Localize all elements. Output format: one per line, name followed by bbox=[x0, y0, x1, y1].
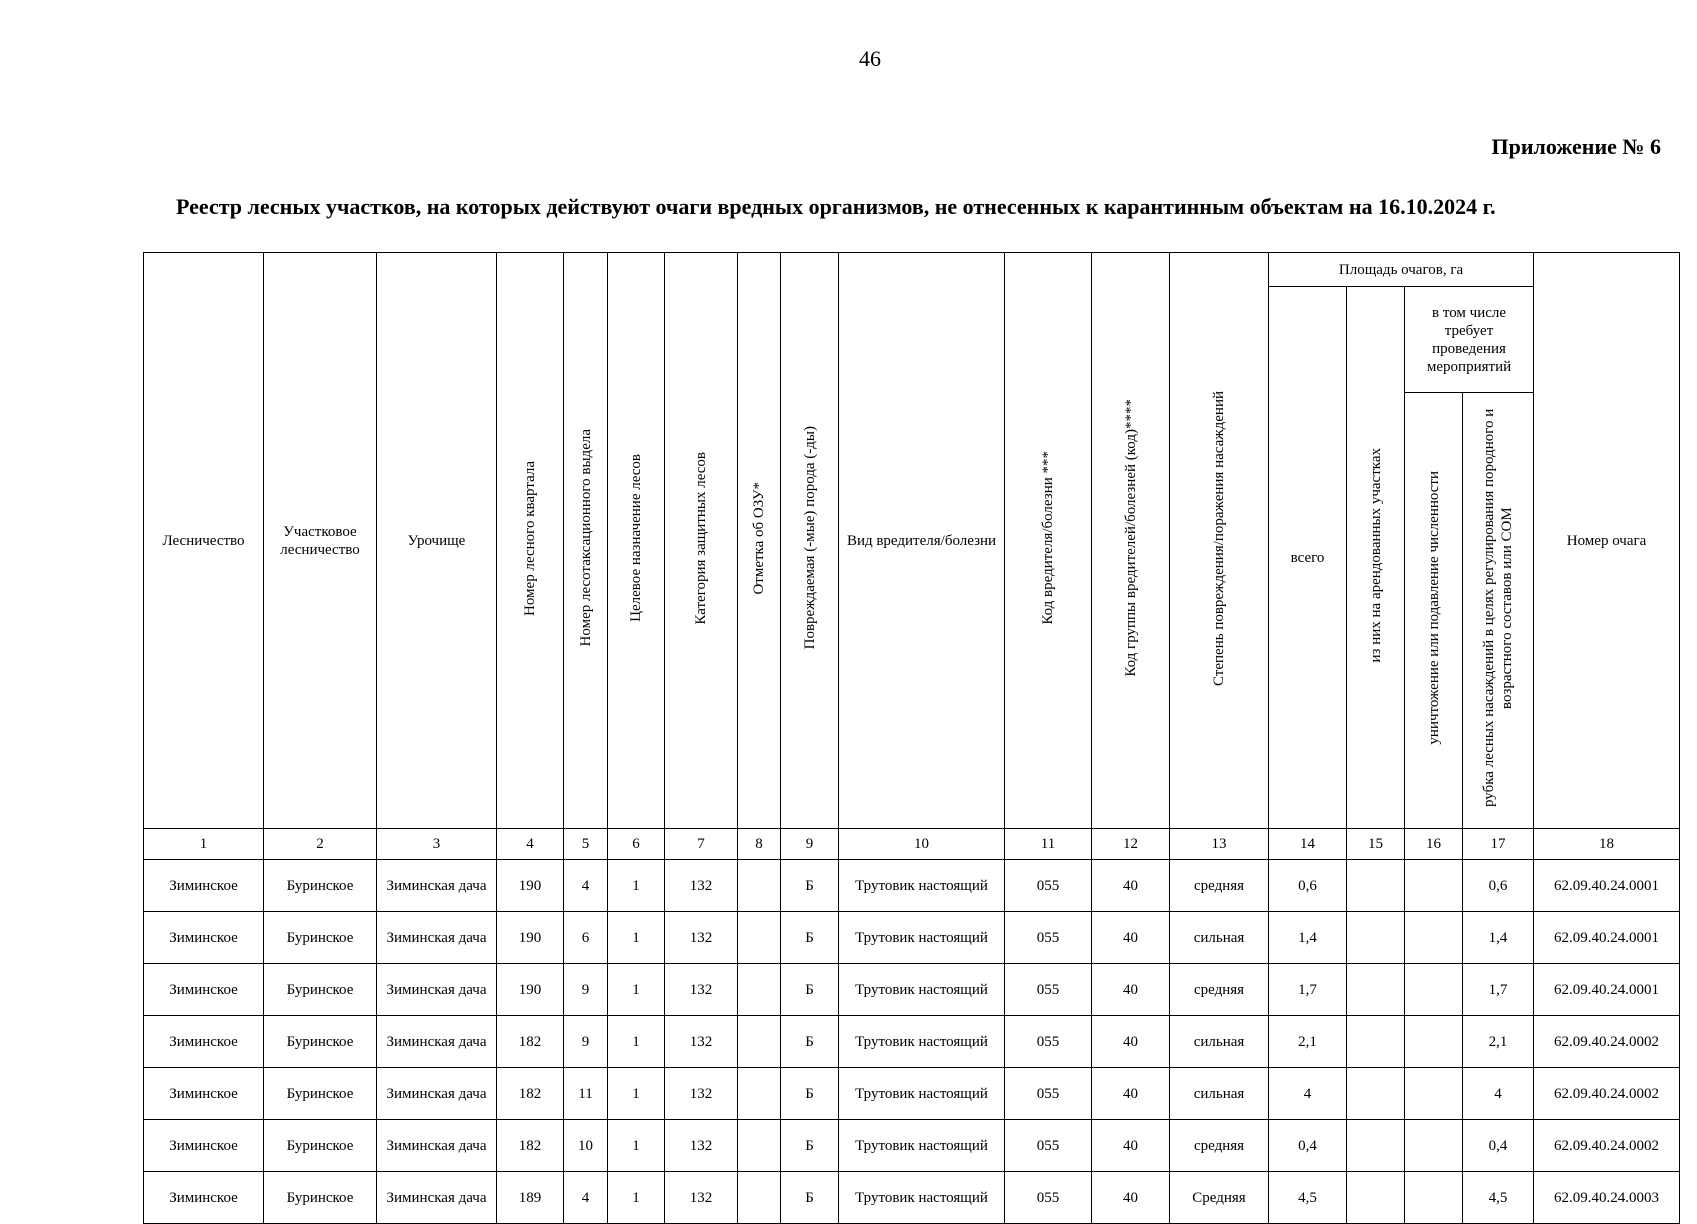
table-cell: Трутовик настоящий bbox=[839, 1068, 1005, 1120]
table-cell: 1 bbox=[608, 912, 665, 964]
table-cell: 1 bbox=[608, 1016, 665, 1068]
table-cell: 132 bbox=[665, 912, 738, 964]
table-cell: Б bbox=[781, 1016, 839, 1068]
table-cell: 182 bbox=[497, 1120, 564, 1172]
table-cell: 182 bbox=[497, 1068, 564, 1120]
header-pest-group-code bbox=[1092, 253, 1170, 829]
table-cell: 1,7 bbox=[1269, 964, 1347, 1016]
column-number-row bbox=[144, 829, 1680, 860]
column-number: 7 bbox=[665, 829, 738, 860]
table-cell: 190 bbox=[497, 860, 564, 912]
table-cell: сильная bbox=[1170, 912, 1269, 964]
table-cell: Б bbox=[781, 1172, 839, 1224]
table-cell: 055 bbox=[1005, 860, 1092, 912]
header-forestry: Лесничество bbox=[144, 253, 264, 829]
table-cell: 132 bbox=[665, 1068, 738, 1120]
table-cell: Буринское bbox=[264, 1120, 377, 1172]
table-cell: 190 bbox=[497, 912, 564, 964]
header-suppression bbox=[1405, 393, 1463, 829]
table-cell: 0,4 bbox=[1463, 1120, 1534, 1172]
table-cell bbox=[1405, 1120, 1463, 1172]
table-row bbox=[144, 860, 1680, 912]
table-cell: 6 bbox=[564, 912, 608, 964]
table-cell: Трутовик настоящий bbox=[839, 964, 1005, 1016]
table-cell bbox=[1347, 1016, 1405, 1068]
table-cell bbox=[1405, 1172, 1463, 1224]
table-cell: 62.09.40.24.0003 bbox=[1534, 1172, 1680, 1224]
table-cell: Зиминское bbox=[144, 1068, 264, 1120]
table-cell: Зиминская дача bbox=[377, 964, 497, 1016]
table-cell: Б bbox=[781, 964, 839, 1016]
table-cell: Зиминская дача bbox=[377, 912, 497, 964]
table-cell bbox=[1347, 1172, 1405, 1224]
table-cell: средняя bbox=[1170, 860, 1269, 912]
header-quarter-number-label: Номер лесного квартала bbox=[522, 460, 538, 616]
table-cell: 40 bbox=[1092, 912, 1170, 964]
table-cell: 055 bbox=[1005, 1172, 1092, 1224]
table-cell: 1 bbox=[608, 860, 665, 912]
table-cell: 182 bbox=[497, 1016, 564, 1068]
header-damage-degree-label: Степень повреждения/поражения насаждений bbox=[1211, 390, 1227, 686]
header-felling-label: рубка лесных насаждений в целях регулирования породного и возрастного составов или СОМ bbox=[1481, 408, 1516, 808]
table-cell: 4 bbox=[1269, 1068, 1347, 1120]
column-number: 5 bbox=[564, 829, 608, 860]
table-cell bbox=[1347, 912, 1405, 964]
table-cell: Зиминская дача bbox=[377, 1016, 497, 1068]
table-cell: 0,6 bbox=[1463, 860, 1534, 912]
table-cell: 132 bbox=[665, 1120, 738, 1172]
document-title: Реестр лесных участков, на которых действуют очаги вредных организмов, не отнесенных к карантинным объектам на 16.10.2024 г. bbox=[176, 194, 1496, 219]
table-cell: 40 bbox=[1092, 1016, 1170, 1068]
table-cell bbox=[738, 912, 781, 964]
table-cell: сильная bbox=[1170, 1068, 1269, 1120]
table-cell: 1,4 bbox=[1463, 912, 1534, 964]
table-cell: 62.09.40.24.0001 bbox=[1534, 860, 1680, 912]
table-cell: 9 bbox=[564, 1016, 608, 1068]
table-cell: 1 bbox=[608, 1172, 665, 1224]
table-cell: Зиминское bbox=[144, 912, 264, 964]
table-cell: 2,1 bbox=[1463, 1016, 1534, 1068]
page-number: 46 bbox=[859, 46, 881, 71]
table-cell: 9 bbox=[564, 964, 608, 1016]
table-cell bbox=[738, 1016, 781, 1068]
header-pest-type: Вид вредителя/болезни bbox=[839, 253, 1005, 829]
table-cell: Буринское bbox=[264, 964, 377, 1016]
column-number: 4 bbox=[497, 829, 564, 860]
header-damaged-species bbox=[781, 253, 839, 829]
table-cell: Б bbox=[781, 1068, 839, 1120]
table-cell: 4 bbox=[1463, 1068, 1534, 1120]
table-cell bbox=[1405, 1016, 1463, 1068]
header-area-leased-label: из них на арендованных участках bbox=[1367, 447, 1384, 663]
table-row bbox=[144, 1120, 1680, 1172]
header-damage-degree bbox=[1170, 253, 1269, 829]
header-area-group: Площадь очагов, га bbox=[1269, 253, 1534, 287]
table-cell bbox=[1405, 912, 1463, 964]
table-cell: Трутовик настоящий bbox=[839, 860, 1005, 912]
table-cell: 40 bbox=[1092, 1172, 1170, 1224]
header-protective-category-label: Категория защитных лесов bbox=[693, 451, 709, 625]
table-cell: 1,4 bbox=[1269, 912, 1347, 964]
table-cell: Буринское bbox=[264, 1068, 377, 1120]
table-cell: 40 bbox=[1092, 1120, 1170, 1172]
table-cell: 40 bbox=[1092, 964, 1170, 1016]
table-cell: 132 bbox=[665, 1016, 738, 1068]
table-cell bbox=[738, 1120, 781, 1172]
column-number: 1 bbox=[144, 829, 264, 860]
header-tract: Урочище bbox=[377, 253, 497, 829]
table-cell: 2,1 bbox=[1269, 1016, 1347, 1068]
table-cell: 189 bbox=[497, 1172, 564, 1224]
table-cell: Зиминское bbox=[144, 1172, 264, 1224]
table-cell: 055 bbox=[1005, 964, 1092, 1016]
header-allotment-number bbox=[564, 253, 608, 829]
table-cell: 62.09.40.24.0001 bbox=[1534, 912, 1680, 964]
table-cell: Трутовик настоящий bbox=[839, 1120, 1005, 1172]
column-number: 2 bbox=[264, 829, 377, 860]
table-cell: 1 bbox=[608, 1120, 665, 1172]
table-cell: Б bbox=[781, 912, 839, 964]
header-pest-group-code-label: Код группы вредителей/болезней (код)**** bbox=[1122, 399, 1139, 677]
header-protective-category bbox=[665, 253, 738, 829]
column-number: 18 bbox=[1534, 829, 1680, 860]
column-number: 17 bbox=[1463, 829, 1534, 860]
table-cell: 11 bbox=[564, 1068, 608, 1120]
header-damaged-species-label: Повреждаемая (-мые) порода (-ды) bbox=[801, 426, 818, 650]
table-cell: Зиминское bbox=[144, 1120, 264, 1172]
header-area-leased bbox=[1347, 287, 1405, 829]
table-cell: Буринское bbox=[264, 860, 377, 912]
table-cell: Буринское bbox=[264, 1172, 377, 1224]
table-cell bbox=[1405, 860, 1463, 912]
table-cell: Трутовик настоящий bbox=[839, 1016, 1005, 1068]
table-cell: 1 bbox=[608, 964, 665, 1016]
column-number: 13 bbox=[1170, 829, 1269, 860]
table-cell: Зиминская дача bbox=[377, 1120, 497, 1172]
column-number: 11 bbox=[1005, 829, 1092, 860]
header-pest-code-label: Код вредителя/болезни *** bbox=[1040, 451, 1056, 625]
table-cell: Б bbox=[781, 1120, 839, 1172]
table-cell bbox=[1347, 1068, 1405, 1120]
table-row bbox=[144, 912, 1680, 964]
table-cell: Зиминская дача bbox=[377, 1172, 497, 1224]
table-cell: 0,6 bbox=[1269, 860, 1347, 912]
column-number: 12 bbox=[1092, 829, 1170, 860]
header-pest-code bbox=[1005, 253, 1092, 829]
table-cell bbox=[1347, 1120, 1405, 1172]
table-cell: Зиминское bbox=[144, 1016, 264, 1068]
header-measures-group: в том числе требует проведения мероприятий bbox=[1405, 287, 1534, 393]
header-forest-purpose bbox=[608, 253, 665, 829]
table-cell bbox=[738, 1172, 781, 1224]
table-cell: 62.09.40.24.0002 bbox=[1534, 1016, 1680, 1068]
table-cell: 055 bbox=[1005, 1068, 1092, 1120]
table-cell: 4,5 bbox=[1269, 1172, 1347, 1224]
table-row bbox=[144, 1068, 1680, 1120]
table-cell: 132 bbox=[665, 964, 738, 1016]
header-focus-number: Номер очага bbox=[1534, 253, 1680, 829]
column-number: 15 bbox=[1347, 829, 1405, 860]
table-cell: Б bbox=[781, 860, 839, 912]
header-forest-purpose-label: Целевое назначение лесов bbox=[628, 454, 644, 622]
table-cell: 40 bbox=[1092, 1068, 1170, 1120]
header-area-total: всего bbox=[1269, 287, 1347, 829]
table-cell: 62.09.40.24.0002 bbox=[1534, 1068, 1680, 1120]
table-cell: 055 bbox=[1005, 1120, 1092, 1172]
table-cell: 62.09.40.24.0002 bbox=[1534, 1120, 1680, 1172]
column-number: 10 bbox=[839, 829, 1005, 860]
column-number: 9 bbox=[781, 829, 839, 860]
column-number: 8 bbox=[738, 829, 781, 860]
header-district-forestry: Участковое лесничество bbox=[264, 253, 377, 829]
table-cell bbox=[738, 1068, 781, 1120]
table-cell: 132 bbox=[665, 860, 738, 912]
header-ozu-mark bbox=[738, 253, 781, 829]
table-cell: 40 bbox=[1092, 860, 1170, 912]
table-cell: 4 bbox=[564, 1172, 608, 1224]
header-ozu-mark-label: Отметка об ОЗУ* bbox=[751, 481, 767, 595]
header-allotment-number-label: Номер лесотаксационного выдела bbox=[577, 429, 594, 647]
table-cell: средняя bbox=[1170, 1120, 1269, 1172]
header-quarter-number bbox=[497, 253, 564, 829]
table-cell: сильная bbox=[1170, 1016, 1269, 1068]
column-number: 6 bbox=[608, 829, 665, 860]
header-felling bbox=[1463, 393, 1534, 829]
table-row bbox=[144, 1016, 1680, 1068]
table-cell: 1 bbox=[608, 1068, 665, 1120]
column-number: 16 bbox=[1405, 829, 1463, 860]
table-cell bbox=[1405, 964, 1463, 1016]
table-cell bbox=[738, 860, 781, 912]
appendix-label: Приложение № 6 bbox=[1491, 134, 1661, 159]
table-cell: 1,7 bbox=[1463, 964, 1534, 1016]
table-row bbox=[144, 1172, 1680, 1224]
table-cell bbox=[738, 964, 781, 1016]
table-row bbox=[144, 964, 1680, 1016]
table-cell: Трутовик настоящий bbox=[839, 1172, 1005, 1224]
table-cell: 055 bbox=[1005, 912, 1092, 964]
column-number: 14 bbox=[1269, 829, 1347, 860]
registry-table bbox=[143, 252, 1680, 1224]
table-cell: 132 bbox=[665, 1172, 738, 1224]
header-suppression-label: уничтожение или подавление численности bbox=[1425, 471, 1442, 745]
table-cell bbox=[1347, 964, 1405, 1016]
table-cell bbox=[1347, 860, 1405, 912]
table-cell: средняя bbox=[1170, 964, 1269, 1016]
table-cell: Трутовик настоящий bbox=[839, 912, 1005, 964]
table-cell bbox=[1405, 1068, 1463, 1120]
table-cell: Буринское bbox=[264, 1016, 377, 1068]
table-cell: Средняя bbox=[1170, 1172, 1269, 1224]
table-cell: Зиминская дача bbox=[377, 1068, 497, 1120]
table-cell: 4 bbox=[564, 860, 608, 912]
table-cell: 10 bbox=[564, 1120, 608, 1172]
table-cell: Буринское bbox=[264, 912, 377, 964]
table-cell: Зиминское bbox=[144, 964, 264, 1016]
table-cell: 62.09.40.24.0001 bbox=[1534, 964, 1680, 1016]
table-cell: Зиминская дача bbox=[377, 860, 497, 912]
table-cell: Зиминское bbox=[144, 860, 264, 912]
table-cell: 190 bbox=[497, 964, 564, 1016]
column-number: 3 bbox=[377, 829, 497, 860]
table-cell: 0,4 bbox=[1269, 1120, 1347, 1172]
table-cell: 4,5 bbox=[1463, 1172, 1534, 1224]
table-cell: 055 bbox=[1005, 1016, 1092, 1068]
